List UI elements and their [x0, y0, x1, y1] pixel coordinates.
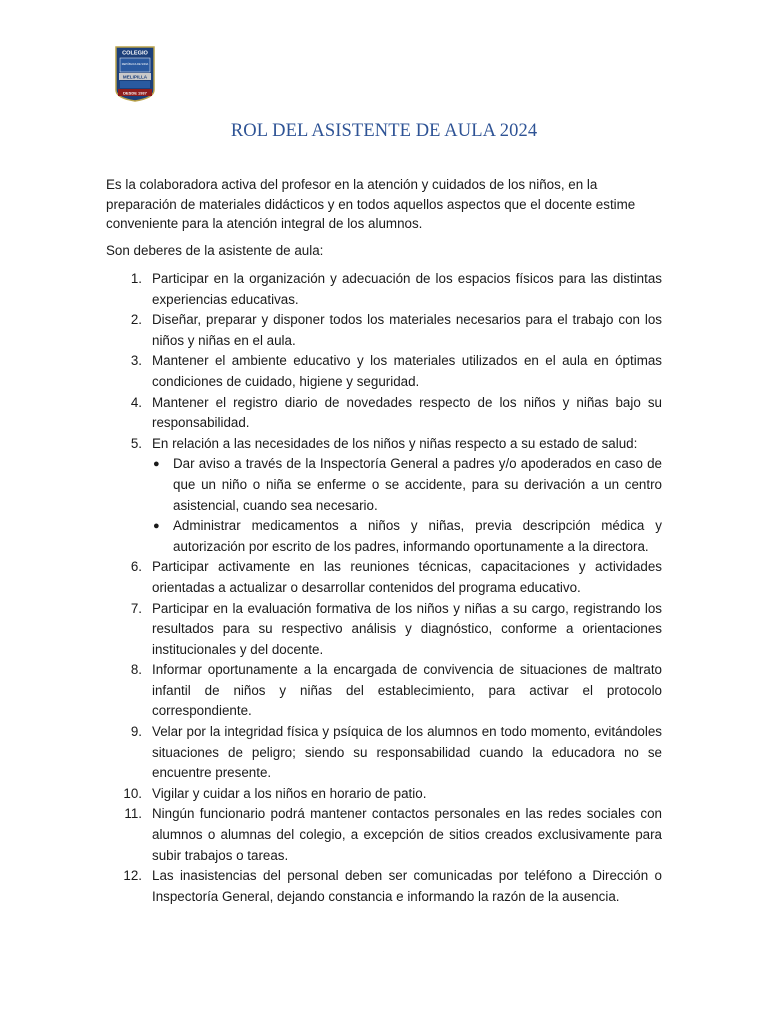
- bullet-icon: ●: [153, 520, 160, 533]
- crest-year-text: DESDE 1937: [123, 90, 147, 96]
- duty-text: Participar en la evaluación formativa de los niños y niñas a su cargo, registrando los resultados para su respectivo análisis y diagnóstico, conforme a orientaciones institucionales y del docente.: [152, 600, 662, 657]
- duty-number: 1.: [130, 271, 142, 286]
- duty-text: Diseñar, preparar y disponer todos los materiales necesarios para el trabajo con los niños y niñas en el aula.: [152, 312, 662, 348]
- duty-text: Velar por la integridad física y psíquica de los alumnos en todo momento, evitándoles situaciones de peligro; siendo su responsabilidad cuando la educadora no se encuentre presente.: [152, 724, 662, 781]
- duty-text: En relación a las necesidades de los niños y niñas respecto a su estado de salud:: [152, 435, 638, 451]
- intro-paragraph: Es la colaboradora activa del profesor en la atención y cuidados de los niños, en la preparación de materiales didácticos y en todos aquellos aspectos que el docente estime conveniente para la atención integral de los alumnos.: [106, 177, 636, 231]
- document-title: ROL DEL ASISTENTE DE AULA 2024: [230, 121, 538, 141]
- sub-item-text: Dar aviso a través de la Inspectoría General a padres y/o apoderados en caso de que un niño o niña se enferme o se accidente, para su derivación a un centro asistencial, cuando sea necesario.: [173, 456, 662, 513]
- duty-item-3: [106, 351, 662, 392]
- school-crest-logo: [115, 46, 155, 102]
- duty-number: 8.: [130, 662, 142, 678]
- duty-item-11: [106, 804, 662, 866]
- duty-number: 6.: [130, 559, 142, 575]
- crest-middle-text: REPÚBLICA DE SIRIA: [121, 63, 149, 66]
- duty-number: 11.: [124, 806, 142, 822]
- duty-text: Las inasistencias del personal deben ser comunicadas por teléfono a Dirección o Inspectoría General, dejando constancia e informando la razón de la ausencia.: [152, 868, 662, 904]
- bullet-icon: ●: [153, 458, 160, 471]
- duties-lead: Son deberes de la asistente de aula:: [106, 242, 324, 258]
- duty-text: Vigilar y cuidar a los niños en horario de patio.: [152, 785, 427, 801]
- duty-item-5: [106, 434, 662, 558]
- sub-item-medication: [152, 516, 662, 557]
- duty-item-6: [106, 557, 662, 598]
- duty-text: Mantener el registro diario de novedades respecto de los niños y niñas bajo su responsabilidad.: [152, 394, 662, 431]
- duty-item-2: [106, 310, 662, 351]
- duty-number: 4.: [130, 394, 142, 410]
- duty-number: 10.: [123, 785, 142, 801]
- duty-number: 7.: [130, 600, 142, 616]
- duty-text: Participar activamente en las reuniones técnicas, capacitaciones y actividades orientadas a actualizar o desarrollar contenidos del programa educativo.: [152, 559, 662, 595]
- health-subitems-list: [152, 454, 662, 557]
- duty-item-10: [106, 784, 662, 805]
- document-body: [106, 175, 662, 907]
- duty-item-7: [106, 599, 662, 661]
- duty-text: Mantener el ambiente educativo y los materiales utilizados en el aula en óptimas condiciones de cuidado, higiene y seguridad.: [152, 353, 662, 389]
- duty-item-12: [106, 866, 662, 907]
- duty-text: Informar oportunamente a la encargada de convivencia de situaciones de maltrato infantil de niños y niñas del establecimiento, para activar el protocolo correspondiente.: [152, 662, 662, 719]
- duty-item-4: [106, 393, 662, 434]
- duty-number: 9.: [130, 724, 142, 740]
- duty-item-8: [106, 660, 662, 722]
- duty-item-9: [106, 722, 662, 784]
- duty-item-1: [106, 269, 662, 310]
- duty-number: 2.: [130, 312, 142, 328]
- duty-text: Participar en la organización y adecuación de los espacios físicos para las distintas experiencias educativas.: [152, 271, 662, 307]
- sub-item-notify: [152, 454, 662, 516]
- duty-text: Ningún funcionario podrá mantener contactos personales en las redes sociales con alumnos o alumnas del colegio, a excepción de sitios creados exclusivamente para subir trabajos o tareas.: [152, 806, 662, 863]
- crest-top-text: COLEGIO: [122, 50, 148, 57]
- duty-number: 5.: [130, 435, 142, 451]
- duties-list: [106, 269, 662, 907]
- duty-number: 3.: [130, 353, 142, 369]
- sub-item-text: Administrar medicamentos a niños y niñas, previa descripción médica y autorización por escrito de los padres, informando oportunamente a la directora.: [173, 518, 662, 554]
- crest-city-text: MELIPILLA: [122, 74, 148, 80]
- duty-number: 12.: [123, 868, 142, 884]
